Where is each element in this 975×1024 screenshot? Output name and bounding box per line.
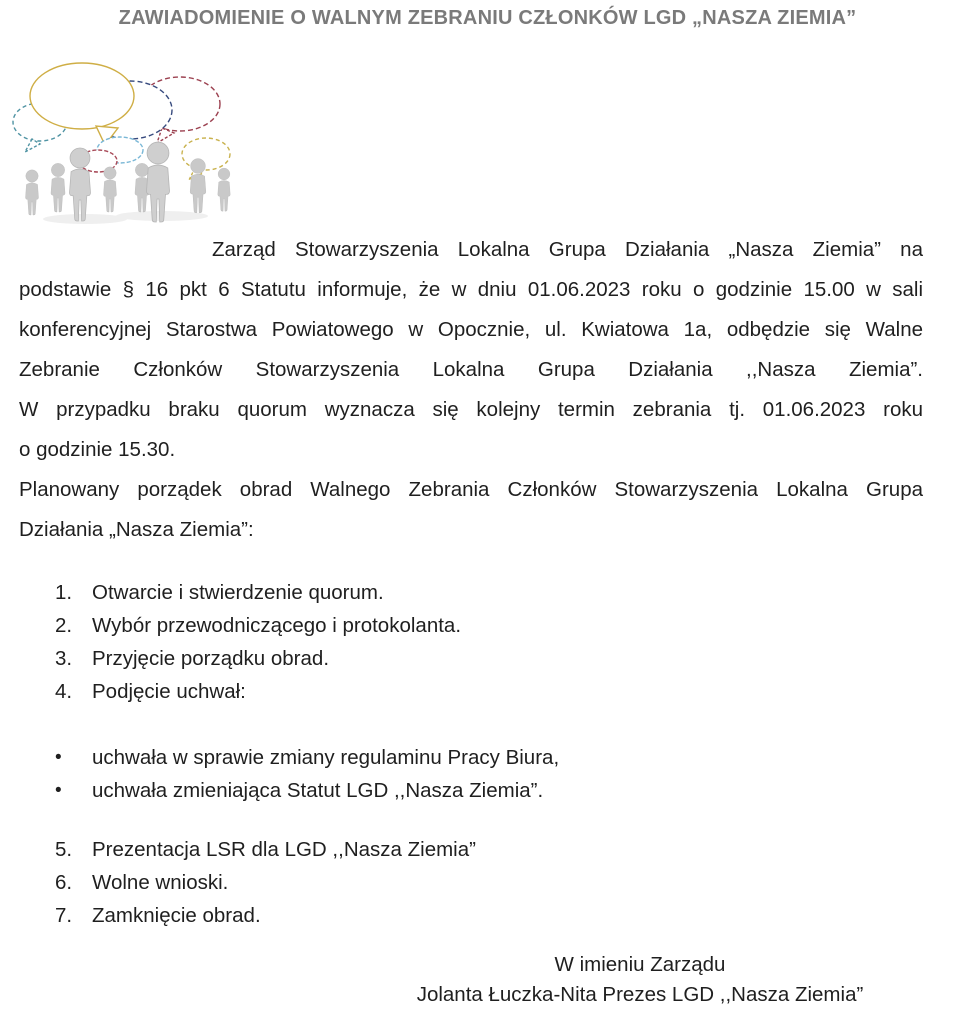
people-speech-bubbles-graphic — [10, 58, 235, 226]
intro-paragraph — [19, 230, 923, 470]
agenda-intro-line: Działania „Nasza Ziemia”: — [19, 518, 254, 541]
agenda-item — [0, 675, 975, 708]
discussion-clipart-image — [10, 58, 235, 226]
signature-line-1: W imieniu Zarządu — [554, 953, 726, 976]
agenda-item-number: 3. — [55, 647, 73, 670]
agenda-intro-paragraph — [19, 470, 923, 550]
agenda-sub-bullet — [0, 741, 975, 774]
bullet-text: uchwała zmieniająca Statut LGD ,,Nasza Ziemia”. — [92, 779, 544, 802]
agenda-item-number: 2. — [55, 614, 73, 637]
signature-line-2: Jolanta Łuczka-Nita Prezes LGD ,,Nasza Ziemia” — [416, 983, 864, 1006]
intro-line: Zarząd Stowarzyszenia Lokalna Grupa Działania „Nasza Ziemia” na — [212, 238, 923, 261]
agenda-item-text: Prezentacja LSR dla LGD ,,Nasza Ziemia” — [92, 838, 476, 861]
agenda-list-items-1-4 — [0, 576, 975, 708]
intro-line: o godzinie 15.30. — [19, 438, 176, 461]
agenda-item-number: 7. — [55, 904, 73, 927]
intro-line: konferencyjnej Starostwa Powiatowego w Opocznie, ul. Kwiatowa 1a, odbędzie się Walne — [19, 318, 923, 341]
document-title: ZAWIADOMIENIE O WALNYM ZEBRANIU CZŁONKÓW LGD „NASZA ZIEMIA” — [118, 7, 857, 29]
intro-line: W przypadku braku quorum wyznacza się kolejny termin zebrania tj. 01.06.2023 roku — [19, 398, 923, 421]
agenda-item-text: Przyjęcie porządku obrad. — [92, 647, 330, 670]
agenda-list-items-5-7 — [0, 833, 975, 932]
agenda-item — [0, 609, 975, 642]
agenda-item-number: 1. — [55, 581, 73, 604]
intro-line: Zebranie Członków Stowarzyszenia Lokalna Grupa Działania ,,Nasza Ziemia”. — [19, 358, 923, 381]
agenda-item-number: 5. — [55, 838, 73, 861]
agenda-item-text: Otwarcie i stwierdzenie quorum. — [92, 581, 384, 604]
bullet-text: uchwała w sprawie zmiany regulaminu Pracy Biura, — [92, 746, 560, 769]
agenda-item — [0, 899, 975, 932]
bullet-icon: • — [55, 780, 62, 801]
agenda-item-number: 6. — [55, 871, 73, 894]
agenda-item — [0, 833, 975, 866]
agenda-item-text: Wolne wnioski. — [92, 871, 229, 894]
signature-block — [305, 950, 975, 1010]
agenda-intro-line: Planowany porządek obrad Walnego Zebrania Członków Stowarzyszenia Lokalna Grupa — [19, 478, 923, 501]
agenda-item-text: Wybór przewodniczącego i protokolanta. — [92, 614, 462, 637]
agenda-item-text: Zamknięcie obrad. — [92, 904, 261, 927]
agenda-item — [0, 866, 975, 899]
agenda-item — [0, 576, 975, 609]
intro-line: podstawie § 16 pkt 6 Statutu informuje, że w dniu 01.06.2023 roku o godzinie 15.00 w sali — [19, 278, 923, 301]
agenda-item-number: 4. — [55, 680, 73, 703]
agenda-item — [0, 642, 975, 675]
agenda-sub-bullets — [0, 741, 975, 807]
agenda-item-text: Podjęcie uchwał: — [92, 680, 246, 703]
bullet-icon: • — [55, 747, 62, 768]
agenda-sub-bullet — [0, 774, 975, 807]
